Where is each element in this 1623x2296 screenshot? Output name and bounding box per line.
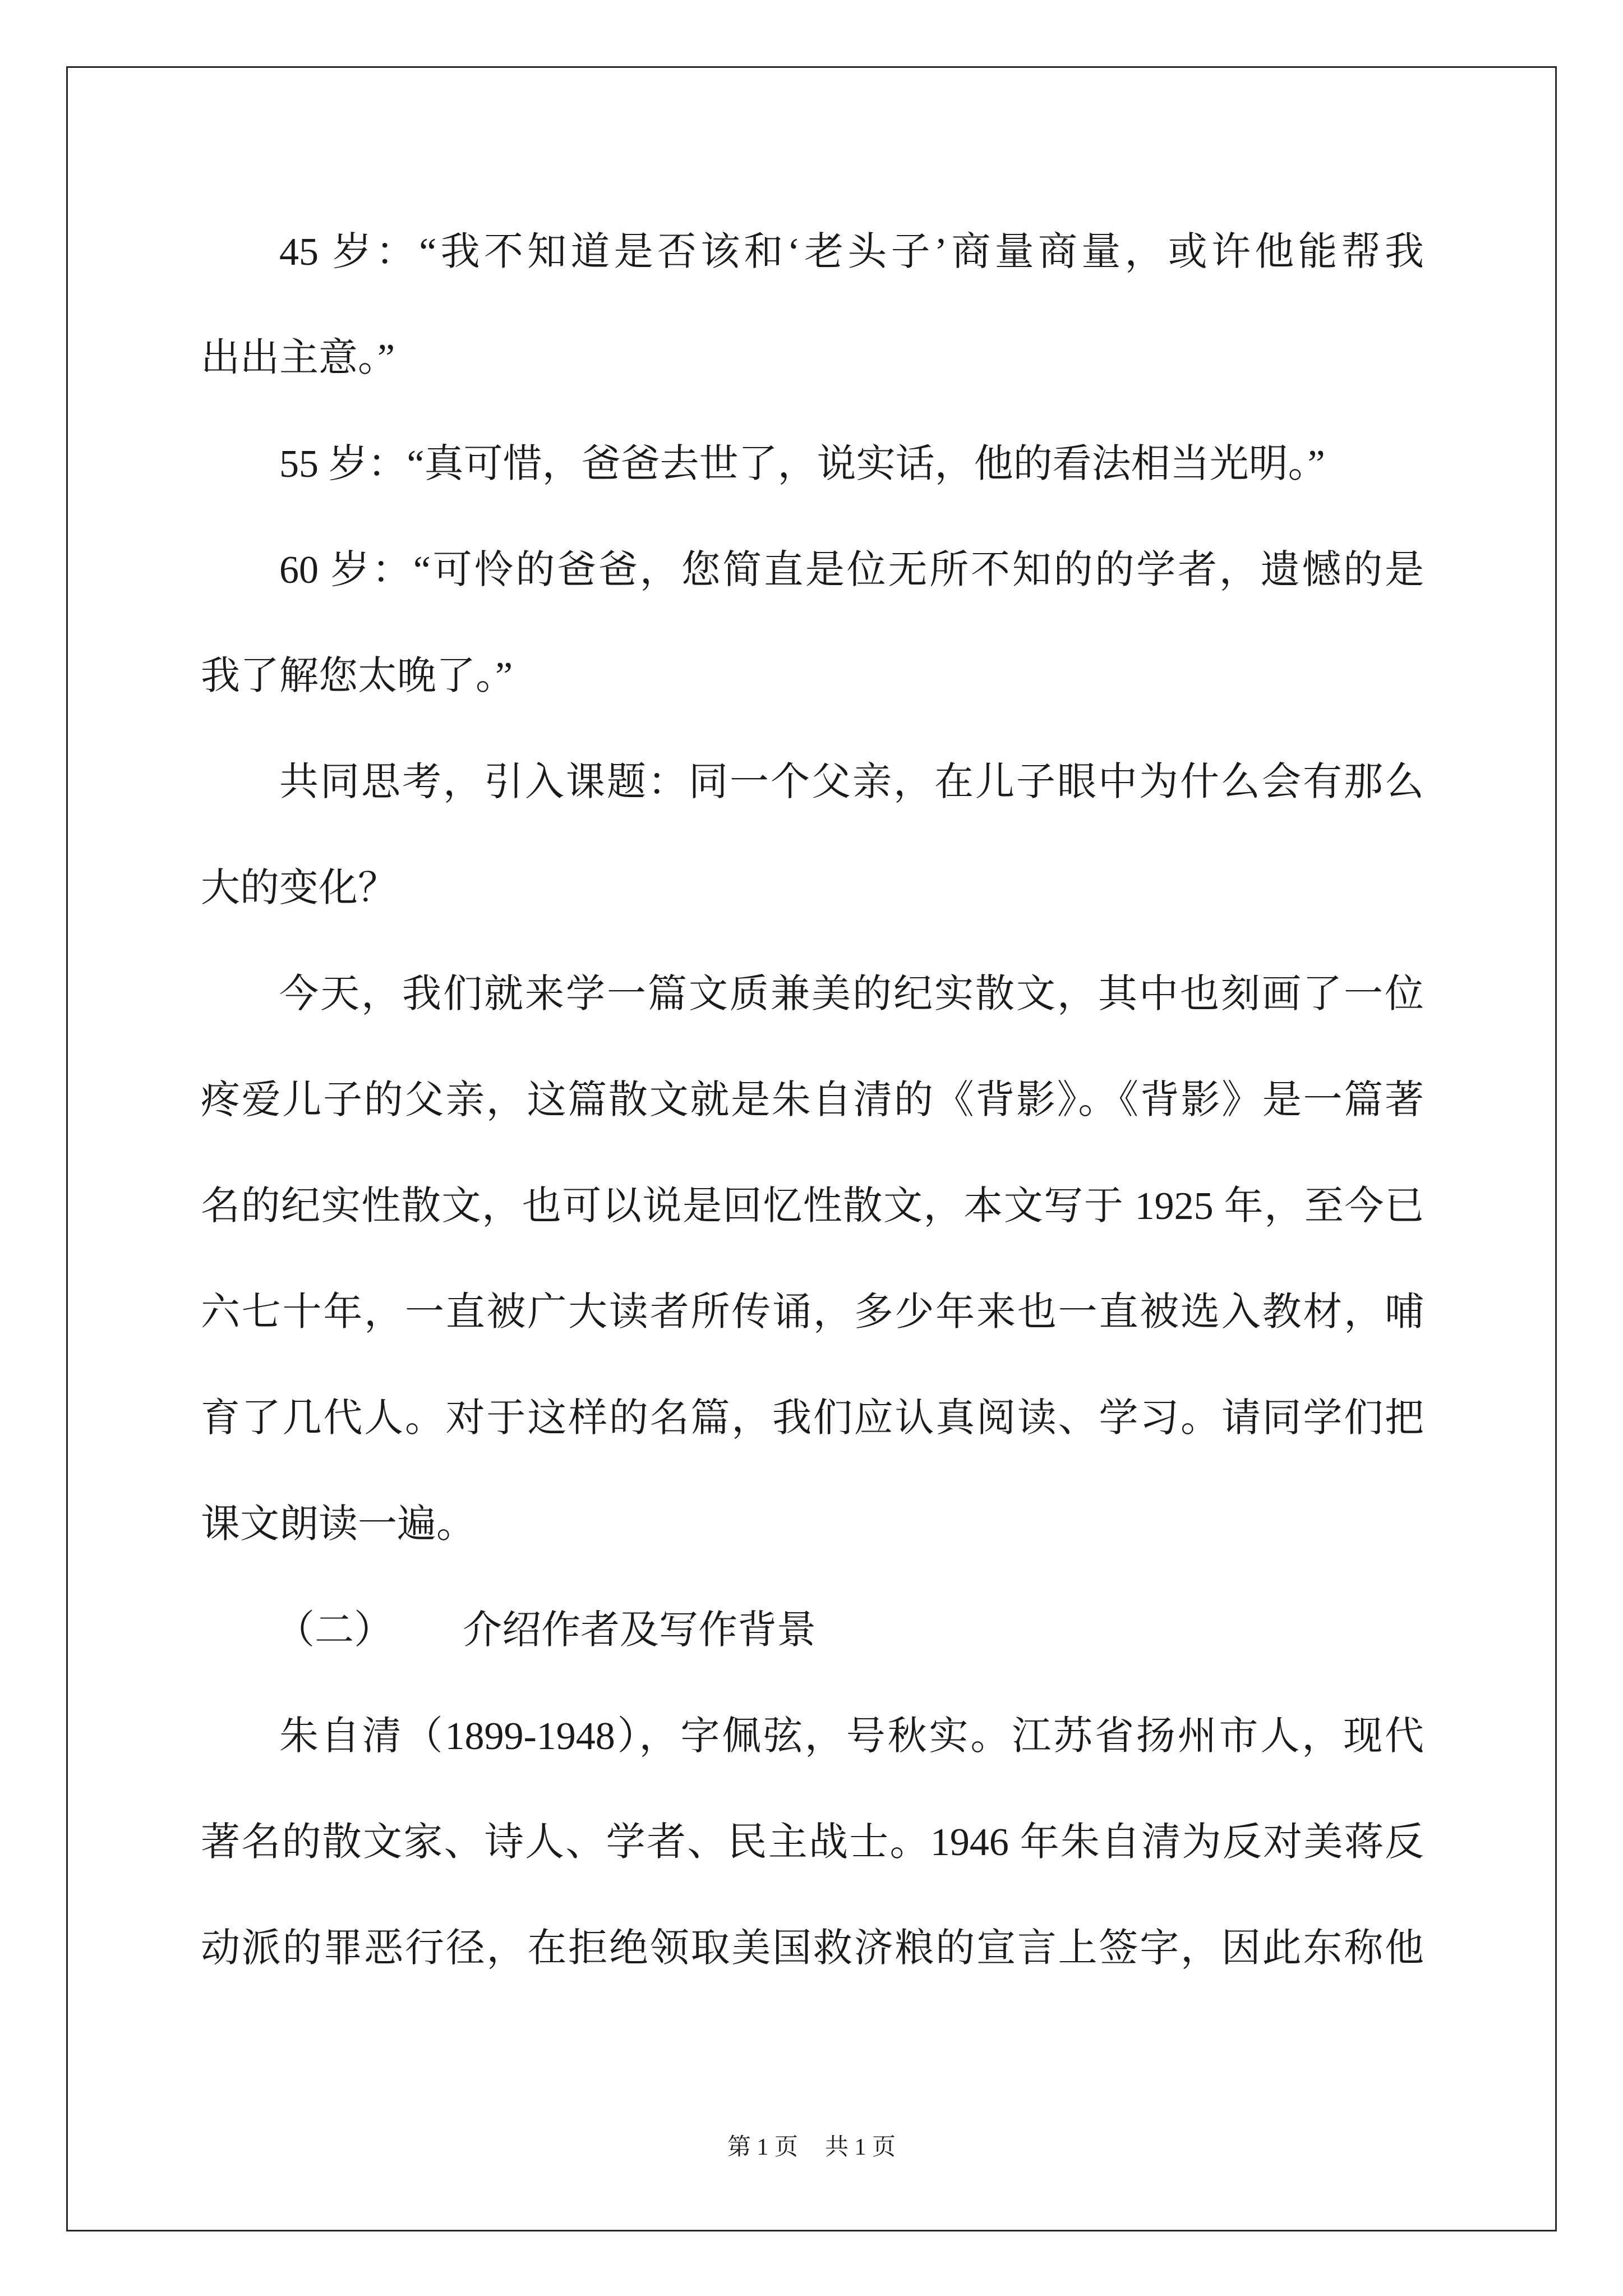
text-line: 45 岁：“我不知道是否该和‘老头子’商量商量，或许他能帮我 xyxy=(279,231,1424,274)
section-heading-number: （二） xyxy=(275,1609,393,1652)
text-line: 六七十年，一直被广大读者所传诵，多少年来也一直被选入教材，哺 xyxy=(201,1291,1424,1334)
text-line: 60 岁：“可怜的爸爸，您简直是位无所不知的的学者，遗憾的是 xyxy=(279,549,1424,592)
text-line: 共同思考，引入课题：同一个父亲，在儿子眼中为什么会有那么 xyxy=(279,761,1424,804)
text-line: 名的纪实性散文，也可以说是回忆性散文，本文写于 1925 年，至今已 xyxy=(201,1185,1424,1228)
text-line: 55 岁：“真可惜，爸爸去世了，说实话，他的看法相当光明。” xyxy=(279,443,1325,486)
section-heading xyxy=(201,1577,1424,1683)
text-line: 出出主意。” xyxy=(201,337,395,380)
text-line: 动派的罪恶行径，在拒绝领取美国救济粮的宣言上签字，因此东称他 xyxy=(201,1927,1424,1970)
paragraph xyxy=(201,1683,1424,2001)
total-pages-label: 共 1 页 xyxy=(825,2134,896,2160)
paragraph xyxy=(201,411,1424,517)
text-line: 朱自清（1899-1948），字佩弦，号秋实。江苏省扬州市人，现代 xyxy=(279,1715,1424,1758)
paragraph xyxy=(201,729,1424,941)
text-line: 今天，我们就来学一篇文质兼美的纪实散文，其中也刻画了一位 xyxy=(279,973,1424,1016)
text-line: 著名的散文家、诗人、学者、民主战士。1946 年朱自清为反对美蒋反 xyxy=(201,1821,1424,1864)
page-footer xyxy=(0,2131,1623,2164)
text-line: 育了几代人。对于这样的名篇，我们应认真阅读、学习。请同学们把 xyxy=(201,1397,1424,1440)
document-body xyxy=(201,199,1424,2001)
text-line: 大的变化？ xyxy=(201,867,397,910)
current-page-label: 第 1 页 xyxy=(727,2134,798,2160)
text-line: 课文朗读一遍。 xyxy=(201,1503,476,1546)
section-heading-title: 介绍作者及写作背景 xyxy=(463,1609,816,1652)
paragraph xyxy=(201,941,1424,1577)
text-line: 疼爱儿子的父亲，这篇散文就是朱自清的《背影》。《背影》是一篇著 xyxy=(201,1079,1424,1122)
paragraph xyxy=(201,199,1424,411)
paragraph xyxy=(201,517,1424,729)
text-line: 我了解您太晚了。” xyxy=(201,655,513,698)
